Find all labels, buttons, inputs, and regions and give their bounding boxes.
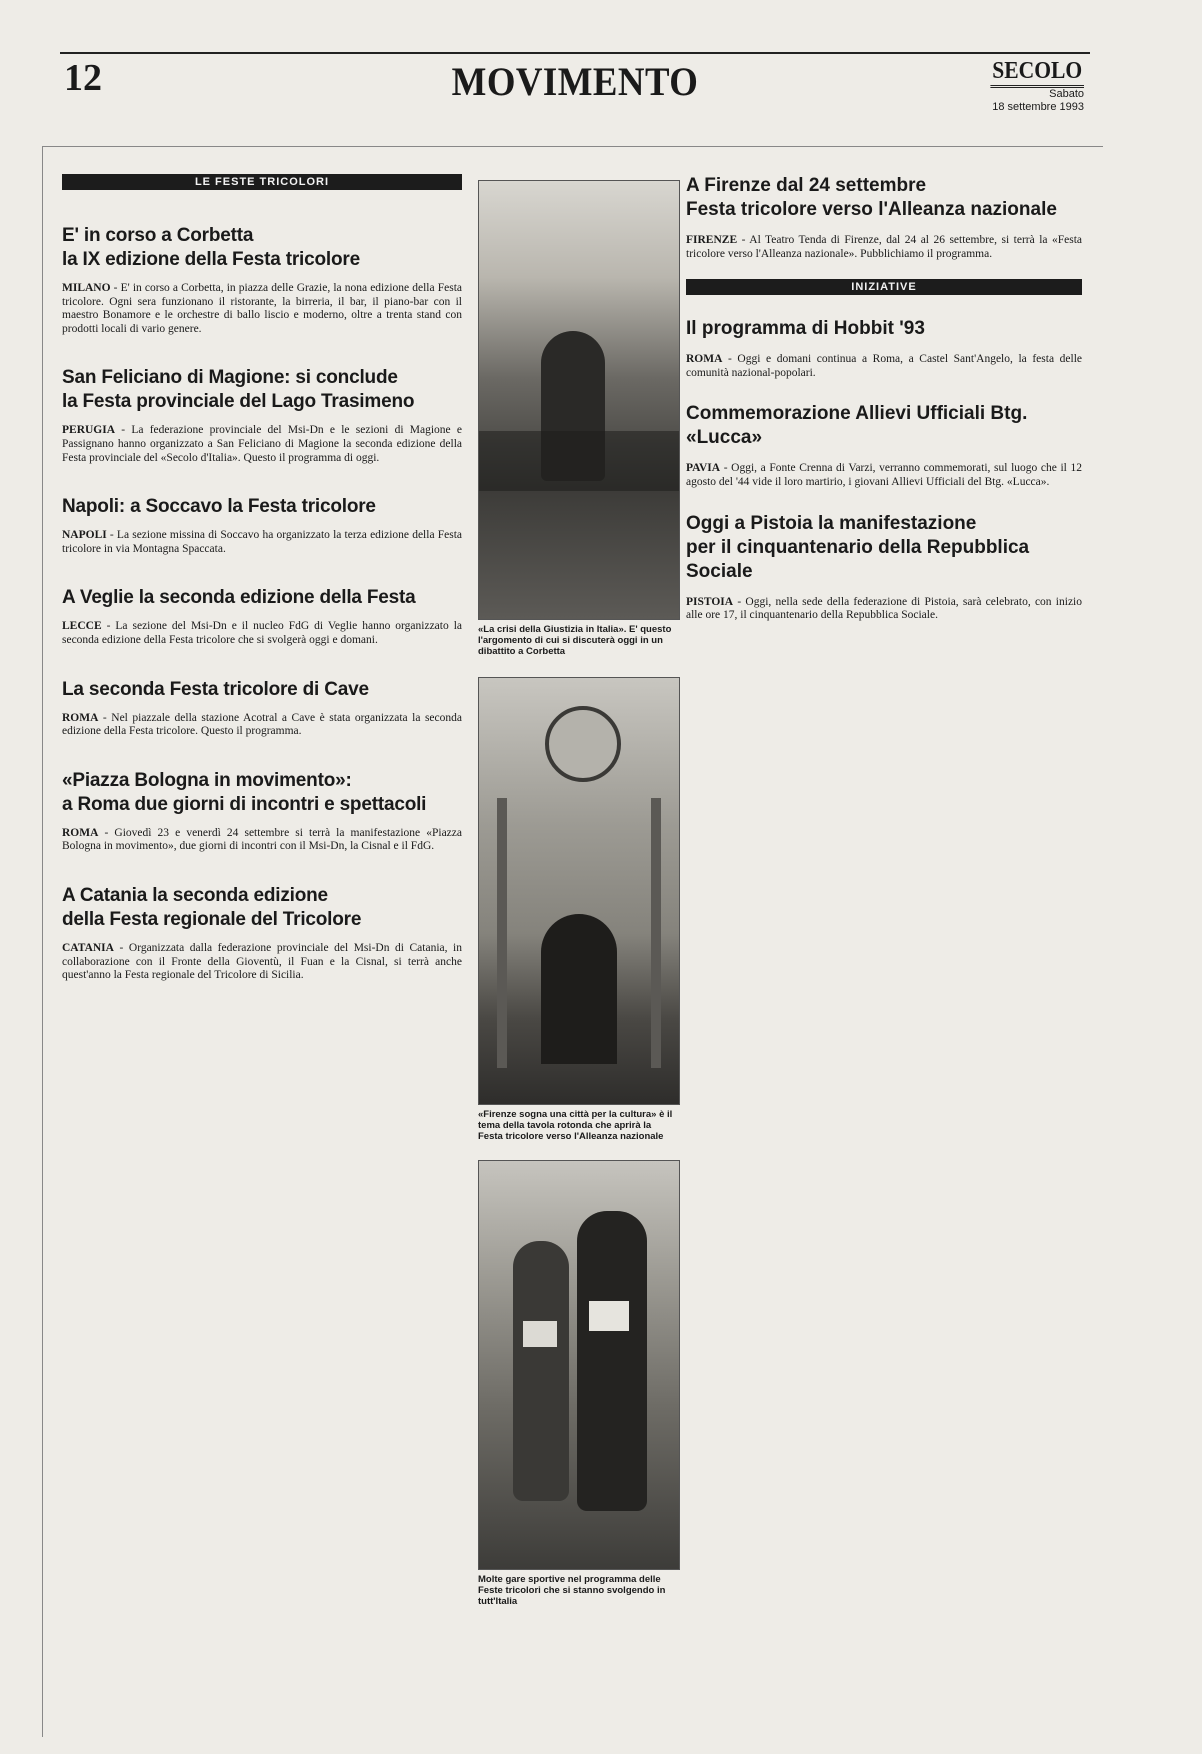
dateline: MILANO bbox=[62, 282, 111, 294]
headline bbox=[686, 174, 1082, 222]
issue-date: 18 settembre 1993 bbox=[992, 101, 1084, 113]
article-cave bbox=[62, 678, 462, 739]
article-text: - Nel piazzale della stazione Acotral a Cave è stata organizzata la seconda edizione della Festa tricolore. Questo il programma. bbox=[62, 711, 462, 738]
article-body bbox=[686, 462, 1082, 489]
article-text: - Giovedì 23 e venerdì 24 settembre si terrà la manifestazione «Piazza Bologna in movimento», due giorni di incontri con il Msi-Dn, la Cisnal e il FdG. bbox=[62, 826, 462, 853]
article-hobbit bbox=[686, 317, 1082, 380]
photo-caption: «Firenze sogna una città per la cultura» è il tema della tavola rotonda che aprirà la Festa tricolore verso l'Alleanza nazionale bbox=[478, 1109, 673, 1142]
section-label-iniziative: INIZIATIVE bbox=[686, 279, 1082, 295]
article-soccavo bbox=[62, 495, 462, 556]
article-text: - Oggi, a Fonte Crenna di Varzi, verranno commemorati, sul luogo che il 12 agosto del '44 vide il loro martirio, i giovani Allievi Ufficiali del Btg. «Lucca». bbox=[686, 462, 1082, 488]
middle-column bbox=[478, 174, 678, 1607]
dateline: FIRENZE bbox=[686, 234, 738, 246]
article-text: - Oggi e domani continua a Roma, a Castel Sant'Angelo, la festa delle comunità nazional-popolari. bbox=[686, 353, 1082, 379]
article-text: - Al Teatro Tenda di Firenze, dal 24 al 26 settembre, si terrà la «Festa tricolore verso l'Alleanza nazionale». Pubblichiamo il programma. bbox=[686, 234, 1082, 260]
article-text: - E' in corso a Corbetta, in piazza delle Grazie, la nona edizione della Festa tricolore. Ogni sera funzionano il ristorante, la birreria, il bar, il piano-bar con il maestro Bonamore e le orchestre di ballo liscio e moderno, oltre a trenta stand con prodotti locali di vario genere. bbox=[62, 282, 462, 335]
headline-line-2: la IX edizione della Festa tricolore bbox=[62, 249, 360, 270]
headline-line-1: Il programma di Hobbit '93 bbox=[686, 318, 925, 340]
left-column bbox=[62, 174, 462, 983]
article-text: - La sezione del Msi-Dn e il nucleo FdG di Veglie hanno organizzato la seconda edizione della Festa tricolore che si svolgerà oggi e domani. bbox=[62, 620, 462, 646]
headline-line-1: «Piazza Bologna in movimento»: bbox=[62, 769, 352, 791]
photo-corbetta-debate bbox=[478, 180, 680, 620]
headline-line-1: Oggi a Pistoia la manifestazione bbox=[686, 512, 977, 534]
headline-line-1: San Feliciano di Magione: si conclude bbox=[62, 367, 398, 389]
dateline: ROMA bbox=[62, 826, 99, 839]
headline bbox=[62, 678, 462, 702]
article-veglie bbox=[62, 586, 462, 647]
article-pistoia bbox=[686, 512, 1082, 623]
article-body bbox=[686, 234, 1082, 261]
headline bbox=[62, 586, 462, 610]
headline-line-2: a Roma due giorni di incontri e spettacoli bbox=[62, 793, 427, 815]
article-body bbox=[62, 620, 462, 647]
church-door bbox=[541, 914, 617, 1064]
runner-2 bbox=[513, 1241, 569, 1501]
runner-bib bbox=[589, 1301, 629, 1331]
dateline: PERUGIA bbox=[62, 424, 116, 437]
headline-line-1: A Catania la seconda edizione bbox=[62, 884, 328, 906]
issue-day: Sabato bbox=[1049, 88, 1084, 100]
headline-line-2: Festa tricolore verso l'Alleanza nazionale bbox=[686, 199, 1057, 220]
article-body bbox=[62, 282, 462, 336]
photo-audience bbox=[479, 431, 679, 491]
dateline: PISTOIA bbox=[686, 595, 734, 608]
article-magione bbox=[62, 366, 462, 465]
article-piazza-bologna bbox=[62, 769, 462, 854]
headline bbox=[686, 317, 1082, 341]
section-label-feste: LE FESTE TRICOLORI bbox=[62, 174, 462, 190]
article-body bbox=[62, 827, 462, 854]
article-firenze bbox=[686, 174, 1082, 261]
headline-line-1: Napoli: a Soccavo la Festa tricolore bbox=[62, 496, 376, 518]
dateline: ROMA bbox=[62, 711, 99, 724]
runner-bib bbox=[523, 1321, 557, 1347]
headline-line-1: A Firenze dal 24 settembre bbox=[686, 175, 927, 196]
page-number: 12 bbox=[64, 57, 102, 99]
article-catania bbox=[62, 884, 462, 983]
article-body bbox=[62, 424, 462, 465]
headline-line-2: della Festa regionale del Tricolore bbox=[62, 908, 362, 930]
headline bbox=[686, 512, 1082, 584]
rose-window bbox=[545, 706, 621, 782]
dateline: ROMA bbox=[686, 353, 723, 366]
article-corbetta bbox=[62, 224, 462, 336]
headline bbox=[62, 366, 462, 414]
article-body bbox=[686, 353, 1082, 380]
photo-caption: Molte gare sportive nel programma delle Feste tricolori che si stanno svolgendo in tutt'Italia bbox=[478, 1574, 666, 1607]
headline-line-1: Commemorazione Allievi Ufficiali Btg. «Lucca» bbox=[686, 403, 1028, 449]
headline bbox=[62, 769, 462, 817]
headline bbox=[62, 495, 462, 519]
dateline: PAVIA bbox=[686, 462, 721, 475]
headline-line-1: A Veglie la seconda edizione della Festa bbox=[62, 587, 416, 609]
headline-line-2: la Festa provinciale del Lago Trasimeno bbox=[62, 391, 415, 413]
headline-line-1: E' in corso a Corbetta bbox=[62, 225, 254, 246]
article-text: - Oggi, nella sede della federazione di Pistoia, sarà celebrato, con inizio alle ore 17, il cinquantenario della Repubblica Sociale. bbox=[686, 595, 1082, 622]
dateline: NAPOLI bbox=[62, 529, 107, 542]
photo-runners bbox=[478, 1160, 680, 1570]
dateline: CATANIA bbox=[62, 941, 114, 954]
article-body bbox=[62, 942, 462, 983]
headline bbox=[62, 884, 462, 932]
church-column-left bbox=[497, 798, 507, 1068]
article-body bbox=[686, 596, 1082, 623]
right-column bbox=[686, 174, 1082, 623]
photo-caption: «La crisi della Giustizia in Italia». E' questo l'argomento di cui si discuterà oggi in un dibattito a Corbetta bbox=[478, 624, 672, 657]
article-text: - La federazione provinciale del Msi-Dn e le sezioni di Magione e Passignano hanno organizzato a San Feliciano di Magione la seconda edizione della Festa provinciale del «Secolo d'Italia». Questo il programma di oggi. bbox=[62, 424, 462, 464]
headline-line-1: La seconda Festa tricolore di Cave bbox=[62, 678, 369, 700]
section-title: MOVIMENTO bbox=[451, 59, 699, 104]
masthead bbox=[60, 52, 1090, 113]
headline bbox=[62, 224, 462, 272]
newspaper-name: SECOLO bbox=[990, 58, 1084, 88]
runner-1 bbox=[577, 1211, 647, 1511]
dateline: LECCE bbox=[62, 620, 102, 633]
newspaper-logo bbox=[980, 58, 1084, 114]
photo-florence-church bbox=[478, 677, 680, 1105]
headline bbox=[686, 402, 1082, 450]
article-lucca bbox=[686, 402, 1082, 489]
article-text: - Organizzata dalla federazione provinciale del Msi-Dn di Catania, in collaborazione con il Fronte della Gioventù, il Fuan e la Cisnal, si terrà anche quest'anno la Festa regionale del Tricolore di Sicilia. bbox=[62, 941, 462, 982]
church-column-right bbox=[651, 798, 661, 1068]
article-text: - La sezione missina di Soccavo ha organizzato la terza edizione della Festa tricolore in via Montagna Spaccata. bbox=[62, 529, 462, 555]
article-body bbox=[62, 712, 462, 739]
headline-line-2: per il cinquantenario della Repubblica Sociale bbox=[686, 536, 1030, 582]
article-body bbox=[62, 529, 462, 556]
